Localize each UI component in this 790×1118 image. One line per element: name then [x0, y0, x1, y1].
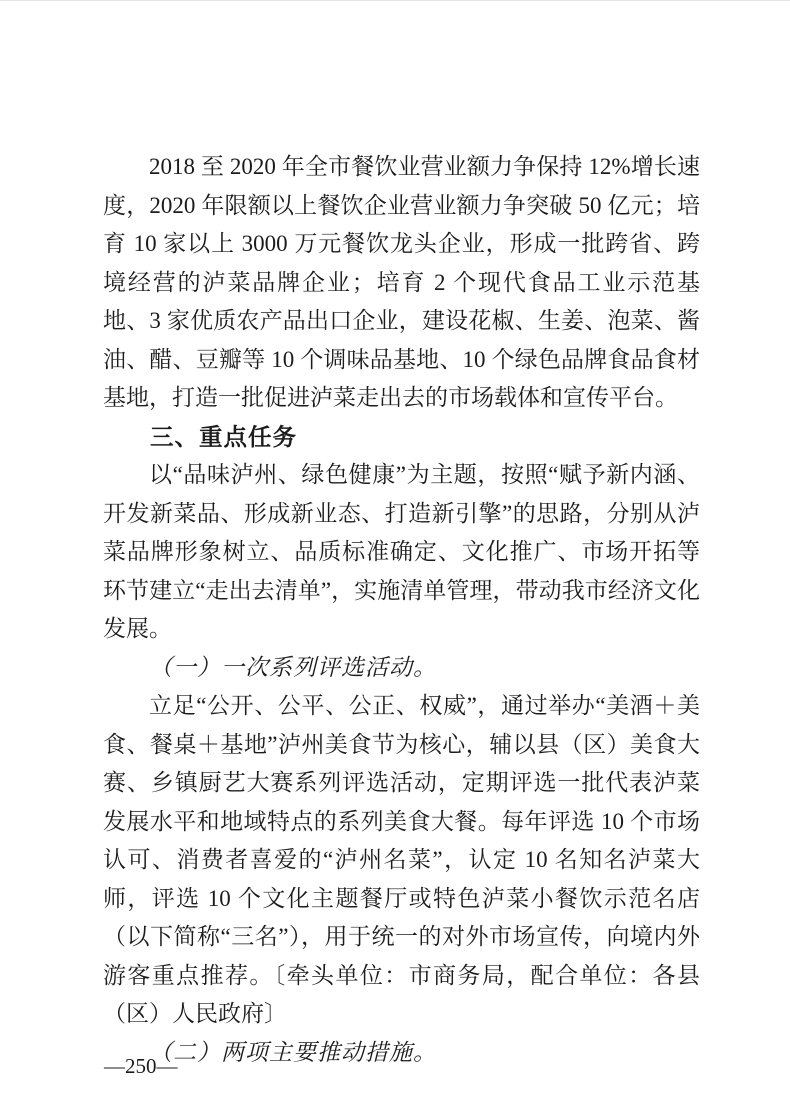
document-body — [103, 148, 700, 1072]
page-number: —250— — [104, 1054, 178, 1078]
paragraph-selection-activity: 立足“公开、公平、公正、权威”，通过举办“美酒＋美食、餐桌＋基地”泸州美食节为核心，辅以县（区）美食大赛、乡镇厨艺大赛系列评选活动，定期评选一批代表泸菜发展水平和地域特点的系列美食大餐。每年评选 10 个市场认可、消费者喜爱的“泸州名菜”，认定 10 名知名泸菜大师，评选 10 个文化主题餐厅或特色泸菜小餐饮示范名店（以下简称“三名”），用于统一的对外市场宣传，向境内外游客重点推荐。〔牵头单位：市商务局，配合单位：各县（区）人民政府〕 — [103, 693, 700, 1026]
section-heading-key-tasks: 三、重点任务 — [150, 423, 297, 450]
paragraph-growth-targets: 2018 至 2020 年全市餐饮业营业额力争保持 12%增长速度，2020 年限额以上餐饮企业营业额力争突破 50 亿元；培育 10 家以上 3000 万元餐饮龙头企业，形成一批跨省、跨境经营的泸菜品牌企业；培育 2 个现代食品工业示范基地、3 家优质农产品出口企业，建设花椒、生姜、泡菜、酱油、醋、豆瓣等 10 个调味品基地、10 个绿色品牌食品食材基地，打造一批促进泸菜走出去的市场载体和宣传平台。 — [103, 154, 700, 410]
paragraph-theme-overview: 以“品味泸州、绿色健康”为主题，按照“赋予新内涵、开发新菜品、形成新业态、打造新引擎”的思路，分别从泸菜品牌形象树立、品质标准确定、文化推广、市场开拓等环节建立“走出去清单”，实施清单管理，带动我市经济文化发展。 — [103, 462, 700, 641]
subheading-item-one: （一）一次系列评选活动。 — [149, 654, 437, 680]
subheading-item-two: （二）两项主要推动措施。 — [149, 1039, 437, 1065]
